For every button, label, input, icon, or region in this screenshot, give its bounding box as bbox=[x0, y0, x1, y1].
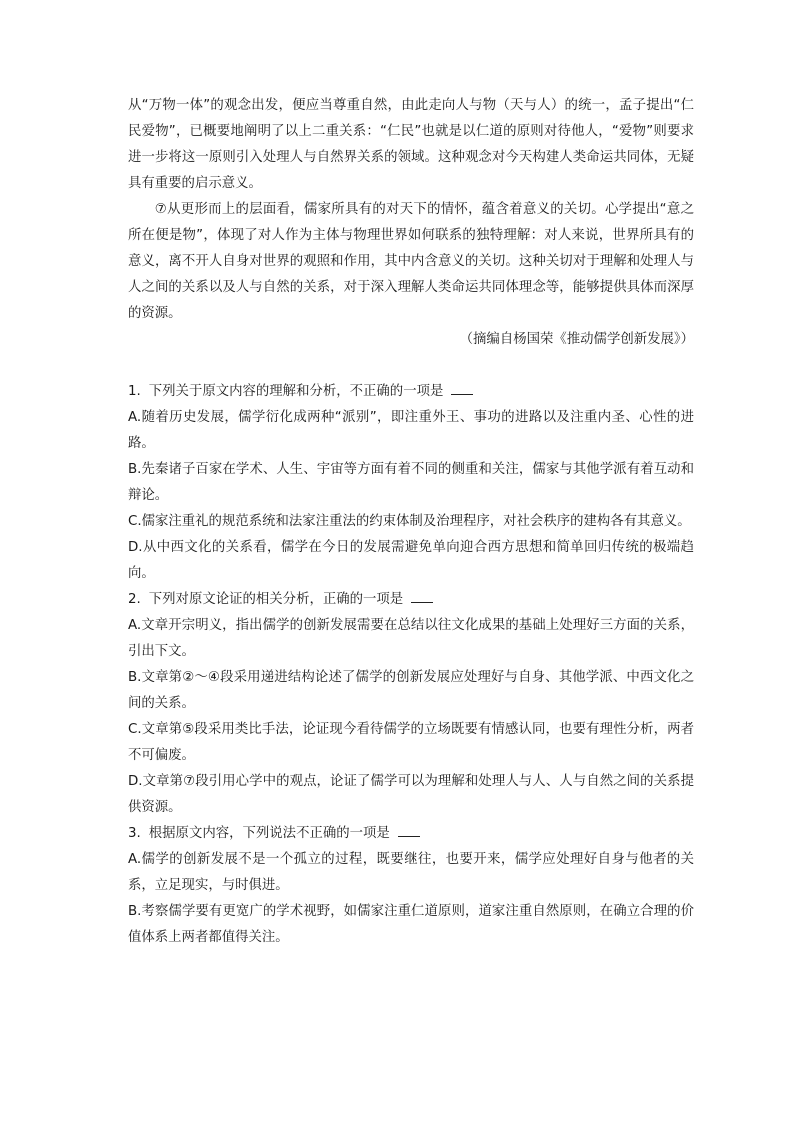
passage-paragraph-6-end: 从“万物一体”的观念出发，便应当尊重自然，由此走向人与物（天与人）的统一，孟子提出“仁民爱物”，已概要地阐明了以上二重关系：“仁民”也就是以仁道的原则对待他人，“爱物”则要求进一步将这一原则引入处理人与自然界关系的领域。这种观念对今天构建人类命运共同体，无疑具有重要的启示意义。 bbox=[128, 98, 694, 191]
option-a: A.儒学的创新发展不是一个孤立的过程，既要继往，也要开来，儒学应处理好自身与他者的关系，立足现实，与时俱进。 bbox=[128, 852, 694, 893]
question-number: 2. bbox=[128, 592, 141, 607]
question-text: 下列关于原文内容的理解和分析，不正确的一项是 bbox=[148, 384, 444, 399]
option-a: A.文章开宗明义，指出儒学的创新发展需要在总结以往文化成果的基础上处理好三方面的关系，引出下文。 bbox=[128, 618, 694, 659]
document-content bbox=[128, 93, 694, 951]
option-b: B.文章第②～④段采用递进结构论述了儒学的创新发展应处理好与自身、其他学派、中西文化之间的关系。 bbox=[128, 670, 694, 711]
answer-blank[interactable] bbox=[411, 589, 433, 603]
question-number: 3. bbox=[128, 826, 141, 841]
answer-blank[interactable] bbox=[451, 381, 473, 395]
question-stem bbox=[128, 587, 694, 613]
question-stem bbox=[128, 821, 694, 847]
spacer bbox=[128, 353, 694, 379]
question-1 bbox=[128, 379, 694, 587]
question-text: 下列对原文论证的相关分析，正确的一项是 bbox=[148, 592, 404, 607]
answer-blank[interactable] bbox=[398, 823, 420, 837]
question-number: 1. bbox=[128, 384, 141, 399]
option-b: B.考察儒学要有更宽广的学术视野，如儒家注重仁道原则，道家注重自然原则，在确立合理的价值体系上两者都值得关注。 bbox=[128, 904, 694, 945]
option-b: B.先秦诸子百家在学术、人生、宇宙等方面有着不同的侧重和关注，儒家与其他学派有着互动和辩论。 bbox=[128, 462, 694, 503]
option-c: C.儒家注重礼的规范系统和法家注重法的约束体制及治理程序，对社会秩序的建构各有其意义。 bbox=[128, 514, 691, 529]
question-3 bbox=[128, 821, 694, 951]
option-c: C.文章第⑤段采用类比手法，论证现今看待儒学的立场既要有情感认同，也要有理性分析，两者不可偏废。 bbox=[128, 722, 694, 763]
option-a: A.随着历史发展，儒学衍化成两种“派别”，即注重外王、事功的进路以及注重内圣、心性的进路。 bbox=[128, 410, 694, 451]
passage-paragraph-7: ⑦从更形而上的层面看，儒家所具有的对天下的情怀，蕴含着意义的关切。心学提出“意之所在便是物”，体现了对人作为主体与物理世界如何联系的独特理解：对人来说，世界所具有的意义，离不开人自身对世界的观照和作用，其中内含意义的关切。这种关切对于理解和处理人与人之间的关系以及人与自然的关系，对于深入理解人类命运共同体理念等，能够提供具体而深厚的资源。 bbox=[128, 202, 694, 321]
option-d: D.文章第⑦段引用心学中的观点，论证了儒学可以为理解和处理人与人、人与自然之间的关系提供资源。 bbox=[128, 774, 694, 815]
passage-source: （摘编自杨国荣《推动儒学创新发展》） bbox=[459, 332, 694, 347]
option-d: D.从中西文化的关系看，儒学在今日的发展需避免单向迎合西方思想和简单回归传统的极端趋向。 bbox=[128, 540, 694, 581]
question-text: 根据原文内容，下列说法不正确的一项是 bbox=[148, 826, 390, 841]
question-stem bbox=[128, 379, 694, 405]
question-2 bbox=[128, 587, 694, 821]
